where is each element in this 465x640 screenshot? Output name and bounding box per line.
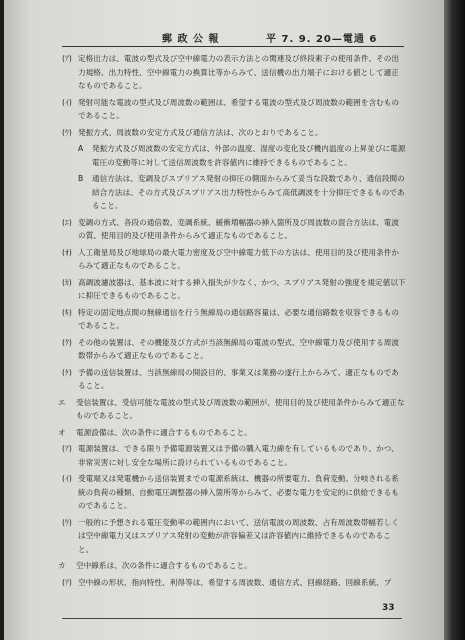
item-text: 電源装置は、できる限り予備電源装置又は予備の購入電力線を有しているものであり、かつ、非常災害に対し安全な場所に設けられているものであること。: [78, 444, 399, 467]
item-text: 高調波濾波器は、基本波に対する挿入損失が少なく、かつ、スプリアス発射の強度を規定値以下に抑圧できるものであること。: [78, 277, 406, 300]
item-text: 予備の送信装置は、当該無線局の開設目的、事業又は業務の遂行上からみて、適正なものであること。: [78, 367, 399, 390]
item-text: 空中線系は、次の条件に適合するものであること。: [76, 561, 252, 570]
list-item: [62, 516, 406, 557]
footer-rule: [62, 618, 402, 619]
list-item: [62, 472, 406, 513]
item-text: 空中線の形状、指向特性、利得等は、希望する周波数、通信方式、回線経路、回線系統、プ: [78, 577, 392, 587]
list-item: [62, 216, 406, 243]
sub-paragraph: [62, 142, 406, 169]
item-marker: (ｱ): [62, 577, 72, 587]
list-item: [62, 336, 406, 363]
list-item: [62, 306, 406, 333]
item-text: 通信方法は、変調及びスプリアス発射の抑圧の側面からみて妥当な段数であり、通信段間の結合方法は、その方式及びスプリアス出力特性からみて高低調波を十分抑圧できるものであること。: [92, 174, 405, 210]
item-marker: オ: [58, 427, 66, 437]
item-marker: (ｱ): [62, 444, 72, 453]
item-marker: B: [78, 174, 84, 183]
item-marker: (ｶ): [62, 277, 72, 287]
item-text: その他の装置は、その機能及び方式が当該無線局の電波の型式、空中線電力及び使用する周波数帯からみて適正なものであること。: [78, 337, 400, 360]
list-item: [62, 576, 406, 590]
item-marker: (ｲ): [62, 474, 72, 483]
item-text: 特定の固定地点間の無線通信を行う無線局の通信路容量は、必要な通信路数を収容できるものであること。: [78, 307, 400, 330]
item-text: 定格出力は、電波の型式及び空中線電力の表示方法との関連及び終段素子の使用条件、その出力規格、出力特性、空中線電力の換算比等からみて、送信機の出力端子における値として適正なものであること。: [78, 54, 400, 90]
list-item: [62, 366, 406, 393]
section-paragraph: [58, 559, 406, 573]
page-number: 33: [382, 603, 395, 613]
item-text: 人工衛星局及び地球局の最大電力密度及び空中線電力低下の方法は、使用目的及び使用条件からみて適正なものであること。: [78, 247, 400, 270]
item-text: 受電端又は発電機から送信装置までの電源系統は、機器の所要電力、負荷変動、分岐される系統の負荷の種類、自動電圧調整器の挿入箇所等からみて、必要な電力を安定的に供給できるものであること。: [78, 474, 400, 510]
item-text: 発振方式及び周波数の安定方式は、外部の温度、湿度の変化及び機内温度の上昇並びに電源電圧の変動等に対して送信周波数を許容値内に維持できるものであること。: [92, 144, 406, 167]
item-marker: (ｵ): [62, 247, 72, 257]
item-marker: A: [78, 144, 84, 153]
item-marker: (ｱ): [62, 54, 72, 63]
section-paragraph: [58, 426, 406, 440]
item-text: 一般的に予想される電圧変動率の範囲内において、送信電波の周波数、占有周波数帯幅若しくは空中線電力又はスプリアス発射の変動が許容偏差又は許容値内に維持できるものであること。: [78, 517, 399, 554]
section-paragraph: [58, 396, 406, 423]
item-marker: (ｸ): [62, 337, 72, 347]
item-marker: エ: [58, 397, 66, 407]
scan-edge: [444, 0, 465, 640]
list-item: [62, 276, 406, 303]
document-body: [58, 52, 406, 592]
publication-title: 郵 政 公 報: [162, 34, 220, 45]
document-page: [4, 0, 444, 640]
header-rule: [62, 46, 404, 47]
list-item: [62, 96, 406, 123]
sub-paragraph: [62, 172, 406, 213]
item-text: 受信装置は、受信可能な電波の型式及び周波数の範囲が、使用目的及び使用条件からみて適正なものであること。: [76, 397, 405, 420]
issue-date: 平 7. 9. 20—電通 6: [266, 34, 378, 45]
item-text: 電源設備は、次の条件に適合するものであること。: [76, 427, 252, 437]
list-item: [62, 246, 406, 273]
item-marker: (ｹ): [62, 367, 72, 377]
item-text: 変調の方式、各段の通倍数、変調系統、緩衝増幅器の挿入箇所及び周波数の混合方法は、電波の質、使用目的及び使用条件からみて適正なものであること。: [78, 217, 400, 240]
item-text: 発射可能な電波の型式及び周波数の範囲は、希望する電波の型式及び周波数の範囲を含むものであること。: [78, 97, 400, 120]
list-item: [62, 442, 406, 469]
item-marker: (ｴ): [62, 217, 72, 227]
item-marker: (ｳ): [62, 517, 72, 527]
item-marker: (ｳ): [62, 127, 72, 137]
item-marker: (ｲ): [62, 97, 72, 107]
page-header: [4, 30, 444, 46]
list-item: [62, 52, 406, 93]
list-item: [62, 126, 406, 140]
item-marker: カ: [58, 561, 66, 570]
item-marker: (ｷ): [62, 307, 72, 317]
item-text: 発振方式、周波数の安定方式及び通信方法は、次のとおりであること。: [78, 127, 323, 137]
